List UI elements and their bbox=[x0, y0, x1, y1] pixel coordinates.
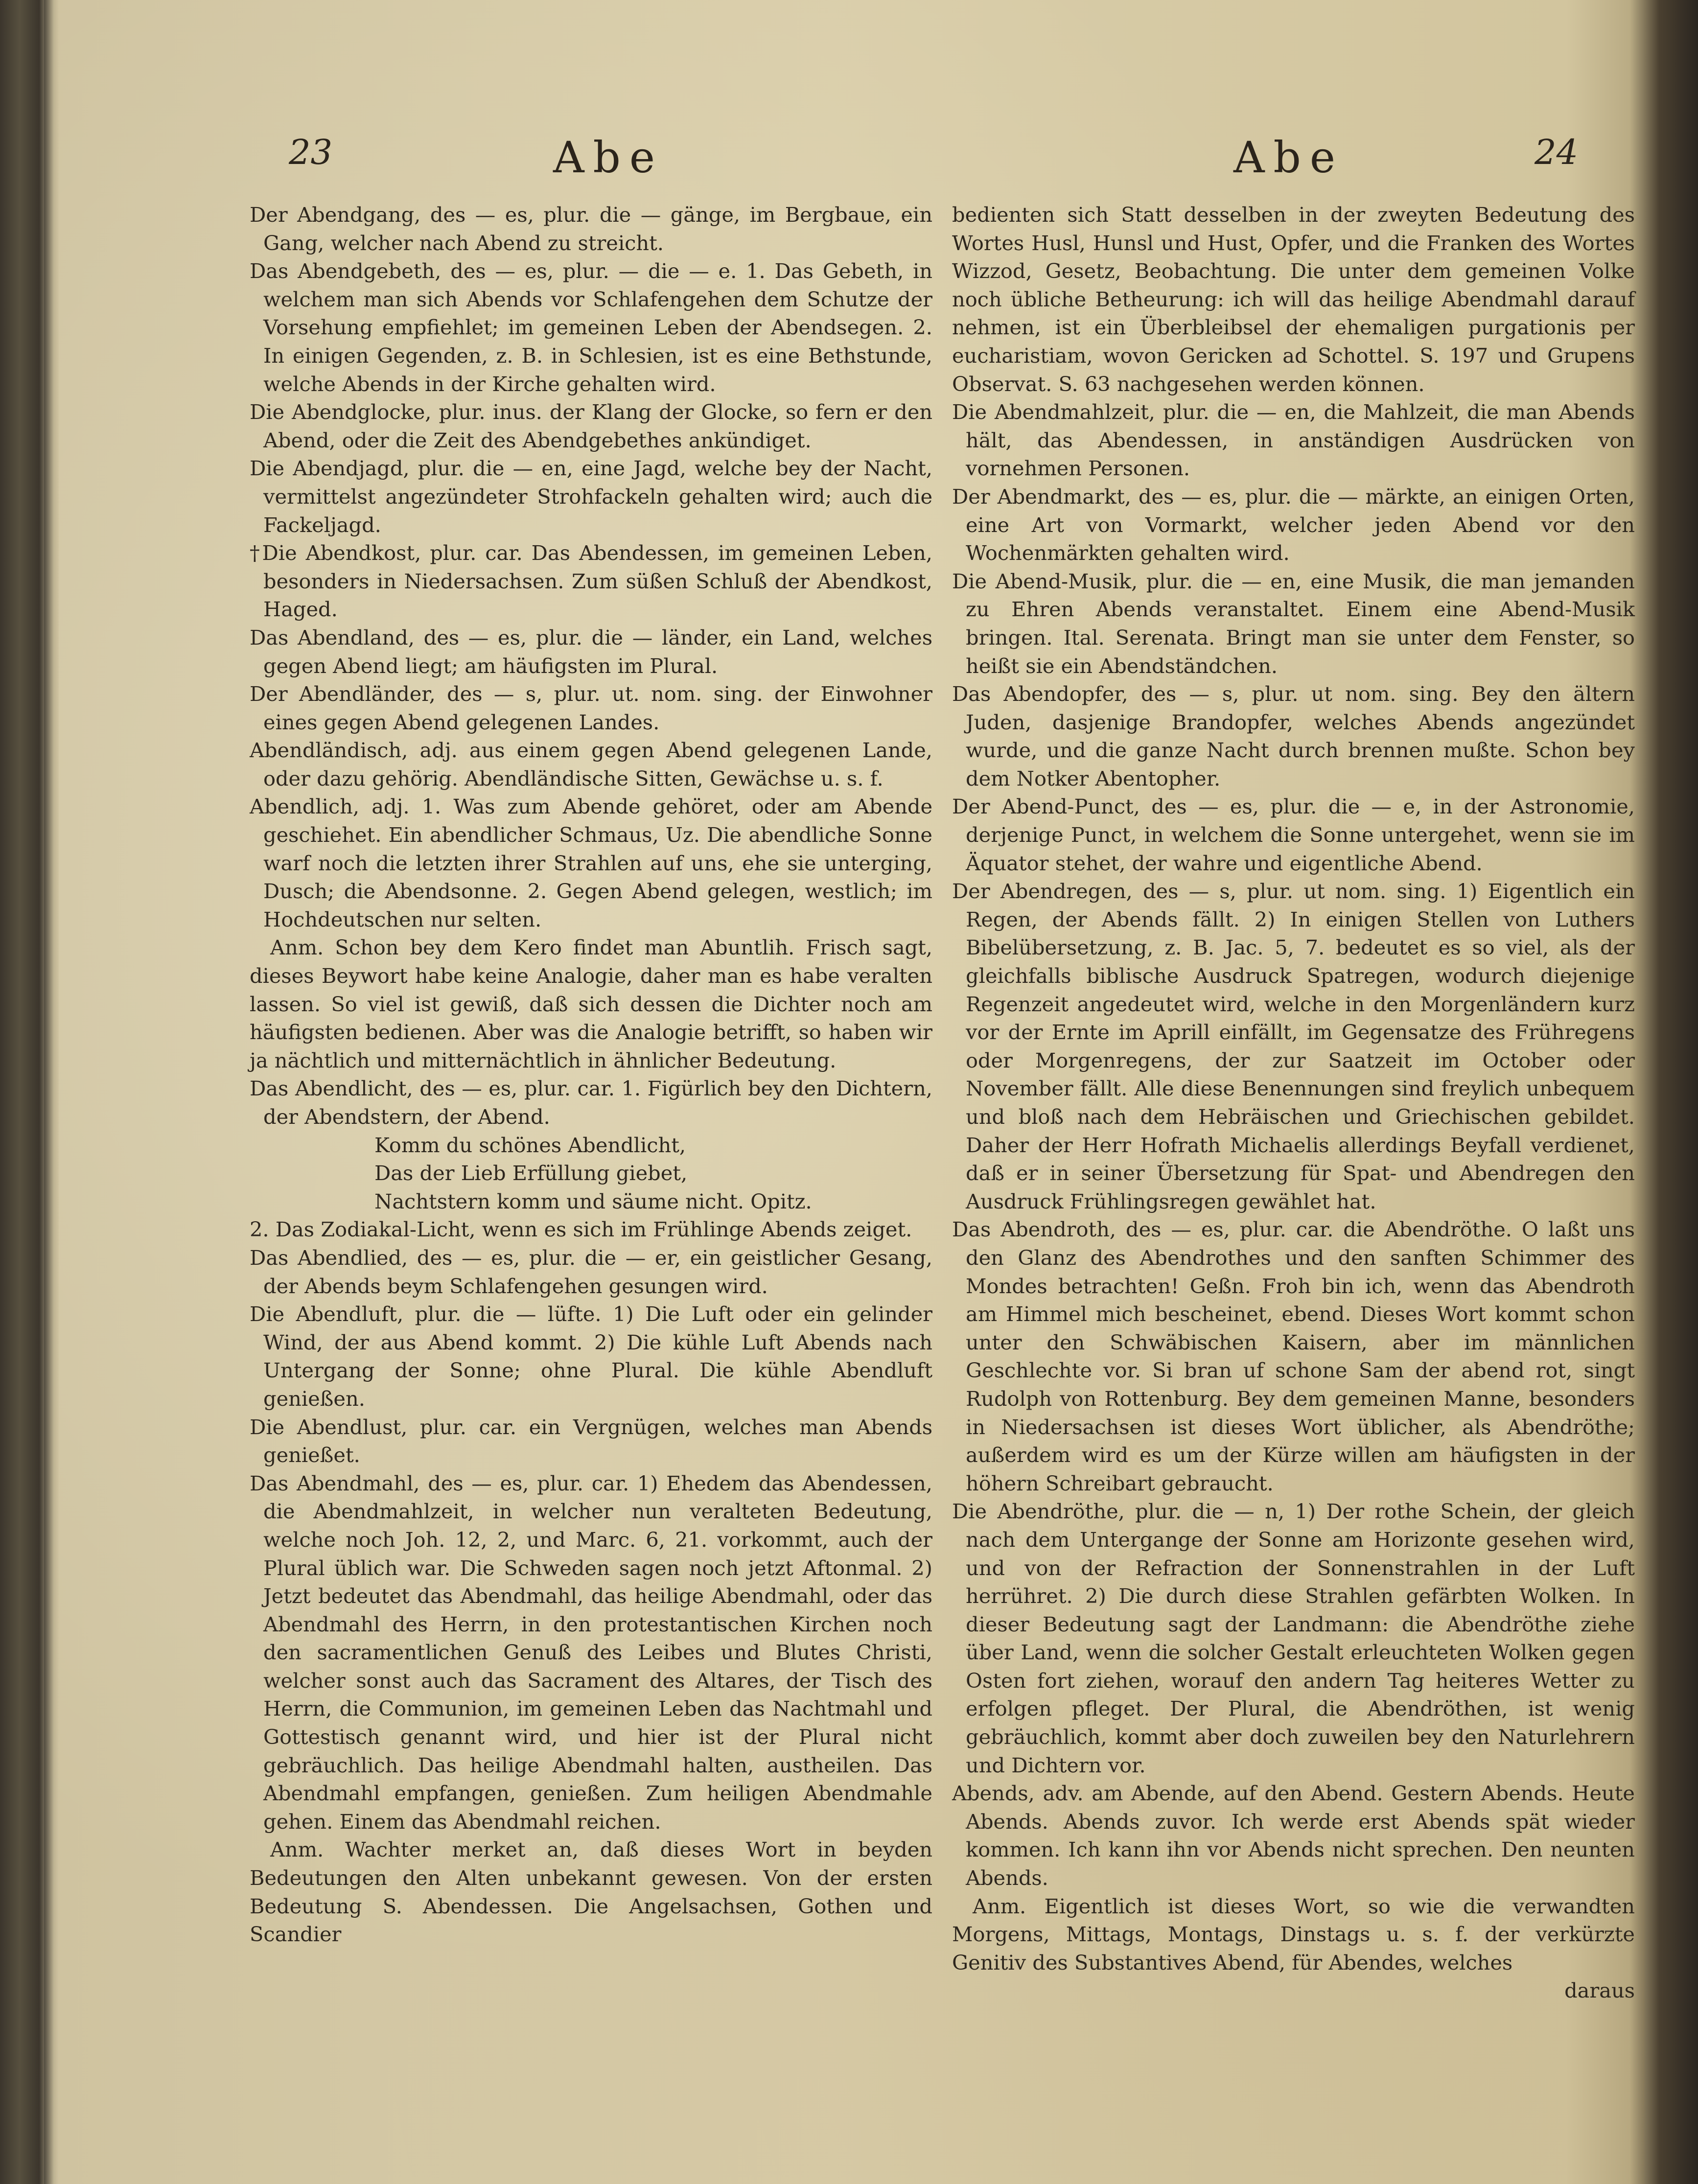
binding-gutter bbox=[44, 0, 59, 2184]
dictionary-entry: 2. Das Zodiakal-Licht, wenn es sich im Frühlinge Abends zeiget. bbox=[250, 1217, 912, 1242]
dictionary-entry: Abends, adv. am Abende, auf den Abend. Gestern Abends. Heute Abends. Abends zuvor. Ich werde erst Abends spät wieder kommen. Ich kann ihn vor Abends nicht sprechen. Den neunten Abends. bbox=[952, 1781, 1635, 1890]
dictionary-entry: Der Abendgang, des — es, plur. die — gänge, im Bergbaue, ein Gang, welcher nach Abend zu streicht. bbox=[250, 203, 932, 255]
right-page-number: 24 bbox=[1535, 132, 1579, 172]
dictionary-entry: Der Abendregen, des — s, plur. ut nom. sing. 1) Eigentlich ein Regen, der Abends fällt. 2) In einigen Stellen von Luthers Bibelübersetzung, z. B. Jac. 5, 7. bedeutet es so viel, als der gleichfalls biblische Ausdruck Spatregen, wodurch diejenige Regenzeit angedeutet wird, welche in den Morgenländern kurz vor der Ernte im Aprill einfällt, im Gegensatze des Frühregens oder Morgenregens, der zur Saatzeit im October oder November fällt. Alle diese Benennungen sind freylich unbequem und bloß nach dem Hebräischen und Griechischen gebildet. Daher der Herr Hofrath Michaelis allerdings Beyfall verdienet, daß er in seiner Übersetzung für Spat- und Abendregen den Ausdruck Frühlingsregen gewählet hat. bbox=[952, 879, 1635, 1213]
page bbox=[59, 0, 1645, 2184]
dictionary-entry: Die Abendmahlzeit, plur. die — en, die Mahlzeit, die man Abends hält, das Abendessen, in anständigen Ausdrücken von vornehmen Personen. bbox=[952, 400, 1635, 481]
dictionary-entry: Der Abend-Punct, des — es, plur. die — e, in der Astronomie, derjenige Punct, in welchem die Sonne untergehet, wenn sie im Äquator stehet, der wahre und eigentliche Abend. bbox=[952, 794, 1635, 875]
dictionary-entry: Das Abendopfer, des — s, plur. ut nom. sing. Bey den ältern Juden, dasjenige Brandopfer, welches Abends angezündet wurde, und die ganze Nacht durch brennen mußte. Schon bey dem Notker Abentopher. bbox=[952, 682, 1635, 790]
dictionary-entry: Die Abend-Musik, plur. die — en, eine Musik, die man jemanden zu Ehren Abends veranstaltet. Einem eine Abend-Musik bringen. Ital. Serenata. Bringt man sie unter dem Fenster, so heißt sie ein Abendständchen. bbox=[952, 569, 1635, 678]
left-running-head: Abe bbox=[553, 132, 664, 183]
dictionary-entry: Die Abendjagd, plur. die — en, eine Jagd, welche bey der Nacht, vermittelst angezündeter Strohfackeln gehalten wird; auch die Fackeljagd. bbox=[250, 456, 932, 537]
dictionary-entry: Der Abendländer, des — s, plur. ut. nom. sing. der Einwohner eines gegen Abend gelegenen Landes. bbox=[250, 682, 932, 734]
dictionary-entry: bedienten sich Statt desselben in der zweyten Bedeutung des Wortes Husl, Hunsl und Hust, Opfer, und die Franken des Wortes Wizzod, Gesetz, Beobachtung. Die unter dem gemeinen Volke noch übliche Betheurung: ich will das heilige Abendmahl darauf nehmen, ist ein Überbleibsel der ehemaligen purgationis per eucharistiam, wovon Gericken ad Schottel. S. 197 und Grupens Observat. S. 63 nachgesehen werden können. bbox=[952, 203, 1635, 396]
dictionary-entry: Das Abendgebeth, des — es, plur. — die — e. 1. Das Gebeth, in welchem man sich Abends vor Schlafengehen dem Schutze der Vorsehung empfiehlet; im gemeinen Leben der Abendsegen. 2. In einigen Gegenden, z. B. in Schlesien, ist es eine Bethstunde, welche Abends in der Kirche gehalten wird. bbox=[250, 259, 932, 396]
annotation-paragraph: Anm. Schon bey dem Kero findet man Abuntlih. Frisch sagt, dieses Beywort habe keine Analogie, daher man es habe veralten lassen. So viel ist gewiß, daß sich dessen die Dichter noch am häufigsten bedienen. Aber was die Analogie betrifft, so haben wir ja nächtlich und mitternächtlich in ähnlicher Bedeutung. bbox=[250, 935, 932, 1072]
dictionary-entry: Die Abendglocke, plur. inus. der Klang der Glocke, so fern er den Abend, oder die Zeit des Abendgebethes ankündiget. bbox=[250, 400, 932, 452]
dictionary-entry: Die Abendröthe, plur. die — n, 1) Der rothe Schein, der gleich nach dem Untergange der Sonne am Horizonte gesehen wird, und von der Refraction der Sonnenstrahlen in der Luft herrühret. 2) Die durch diese Strahlen gefärbten Wolken. In dieser Bedeutung sagt der Landmann: die Abendröthe ziehe über Land, wenn die solcher Gestalt erleuchteten Wolken gegen Osten fort ziehen, worauf den andern Tag heiteres Wetter zu erfolgen pfleget. Der Plural, die Abendröthen, ist wenig gebräuchlich, kommt aber doch zuweilen bey den Naturlehrern und Dichtern vor. bbox=[952, 1499, 1635, 1777]
dictionary-entry: Der Abendmarkt, des — es, plur. die — märkte, an einigen Orten, eine Art von Vormarkt, welcher jeden Abend vor den Wochenmärkten gehalten wird. bbox=[952, 484, 1635, 565]
dictionary-entry: Das Abendland, des — es, plur. die — länder, ein Land, welches gegen Abend liegt; am häufigsten im Plural. bbox=[250, 625, 932, 678]
dictionary-entry: Abendlich, adj. 1. Was zum Abende gehöret, oder am Abende geschiehet. Ein abendlicher Schmaus, Uz. Die abendliche Sonne warf noch die letzten ihrer Strahlen auf uns, ehe sie unterging, Dusch; die Abendsonne. 2. Gegen Abend gelegen, westlich; im Hochdeutschen nur selten. bbox=[250, 794, 932, 931]
right-running-head: Abe bbox=[1233, 132, 1344, 183]
dictionary-entry: †Die Abendkost, plur. car. Das Abendessen, im gemeinen Leben, besonders in Niedersachsen. Zum süßen Schluß der Abendkost, Haged. bbox=[250, 541, 932, 622]
annotation-paragraph: Anm. Wachter merket an, daß dieses Wort in beyden Bedeutungen den Alten unbekannt gewesen. Von der ersten Bedeutung S. Abendessen. Die Angelsachsen, Gothen und Scandier bbox=[250, 1837, 932, 1947]
annotation-paragraph: Anm. Eigentlich ist dieses Wort, so wie die verwandten Morgens, Mittags, Montags, Dinstags u. s. f. der verkürzte Genitiv des Substantives Abend, für Abendes, welches bbox=[952, 1894, 1635, 1975]
catchword: daraus bbox=[1564, 1978, 1635, 2003]
dictionary-entry: Die Abendluft, plur. die — lüfte. 1) Die Luft oder ein gelinder Wind, der aus Abend kommt. 2) Die kühle Luft Abends nach Untergang der Sonne; ohne Plural. Die kühle Abendluft genießen. bbox=[250, 1302, 932, 1411]
dictionary-entry: Das Abendmahl, des — es, plur. car. 1) Ehedem das Abendessen, die Abendmahlzeit, in welcher nun veralteten Bedeutung, welche noch Joh. 12, 2, und Marc. 6, 21. vorkommt, auch der Plural üblich war. Die Schweden sagen noch jetzt Aftonmal. 2) Jetzt bedeutet das Abendmahl, das heilige Abendmahl, oder das Abendmahl des Herrn, in den protestantischen Kirchen noch den sacramentlichen Genuß des Leibes und Blutes Christi, welcher sonst auch das Sacrament des Altares, der Tisch des Herrn, die Communion, im gemeinen Leben das Nachtmahl und Gottestisch genannt wird, und hier ist der Plural nicht gebräuchlich. Das heilige Abendmahl halten, austheilen. Das Abendmahl empfangen, genießen. Zum heiligen Abendmahle gehen. Einem das Abendmahl reichen. bbox=[250, 1471, 932, 1834]
dictionary-entry: Das Abendroth, des — es, plur. car. die Abendröthe. O laßt uns den Glanz des Abendrothes und den sanften Schimmer des Mondes betrachten! Geßn. Froh bin ich, wenn das Abendroth am Himmel mich bescheinet, ebend. Dieses Wort kommt schon unter den Schwäbischen Kaisern, aber im männlichen Geschlechte vor. Si bran uf schone Sam der abend rot, singt Rudolph von Rottenburg. Bey dem gemeinen Manne, besonders in Niedersachsen ist dieses Wort üblicher, als Abendröthe; außerdem wird es um der Kürze willen am häufigsten in der höhern Schreibart gebraucht. bbox=[952, 1217, 1635, 1495]
verse-line: Das der Lieb Erfüllung giebet, bbox=[374, 1161, 688, 1185]
right-column bbox=[952, 201, 1635, 2005]
dictionary-entry: Die Abendlust, plur. car. ein Vergnügen, welches man Abends genießet. bbox=[250, 1415, 932, 1467]
left-column bbox=[250, 201, 932, 1949]
verse-line: Komm du schönes Abendlicht, bbox=[374, 1133, 686, 1157]
left-page-number: 23 bbox=[289, 132, 333, 172]
dictionary-entry: Das Abendlicht, des — es, plur. car. 1. Figürlich bey den Dichtern, der Abendstern, der Abend. bbox=[250, 1076, 932, 1129]
verse-line: Nachtstern komm und säume nicht. Opitz. bbox=[374, 1189, 812, 1213]
dictionary-entry: Abendländisch, adj. aus einem gegen Abend gelegenen Lande, oder dazu gehörig. Abendländische Sitten, Gewächse u. s. f. bbox=[250, 738, 932, 790]
dictionary-entry: Das Abendlied, des — es, plur. die — er, ein geistlicher Gesang, der Abends beym Schlafengehen gesungen wird. bbox=[250, 1245, 932, 1298]
